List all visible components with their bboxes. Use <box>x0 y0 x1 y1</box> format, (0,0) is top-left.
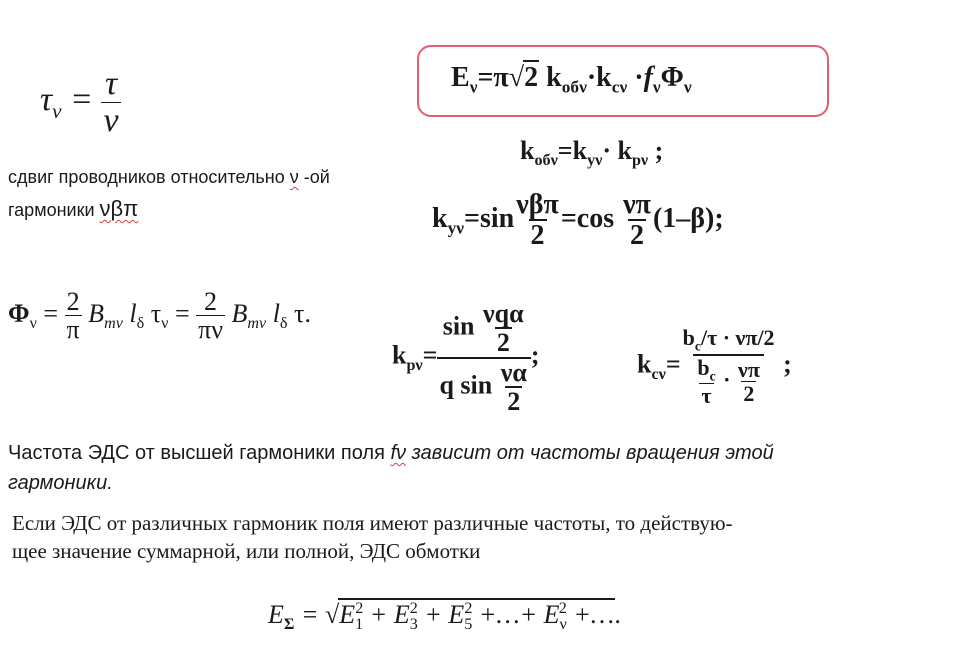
formula-emf: $E_\nu=\pi√2$ $k_{об\nu}\cdot k_{c\nu} \cdot f_\nu\Phi_\nu$ <box>451 62 692 97</box>
book-text-line1: Если ЭДС от различных гармоник поля имеют различные частоты, то действую- <box>12 511 733 535</box>
formula-k-winding: $k_{об\nu}=k_{y\nu}\cdot k_{p\nu}$ ; <box>520 136 664 170</box>
frequency-note-line1: Частота ЭДС от высшей гармоники поля fν зависит от частоты вращения этой <box>8 442 774 464</box>
frequency-note-line2: гармоники. <box>8 472 113 494</box>
shift-note-line2: гармоники νβπ <box>8 196 139 221</box>
formula-tau-nu: $\tau_\nu$ = $\frac{\tau}{\nu}$ <box>40 65 119 139</box>
formula-flux: $\Phi_\nu$ = $\frac{2}{\pi}$ $B_{m\nu}$ $l_\delta$ $\tau_\nu$ = $\frac{2}{\pi\nu}$ $B_{m\nu}$ $l_\delta$ τ. <box>8 287 311 345</box>
book-text-line2: щее значение суммарной, или полной, ЭДС обмотки <box>12 539 481 563</box>
shift-note-line1: сдвиг проводников относительно ν -ой <box>8 167 330 187</box>
formula-k-pitch: $k_{y\nu}=\sin$ $\frac{\text{νβπ}}{2}$ =cos $\frac{\nu\pi}{2}$ (1–β); <box>432 189 724 252</box>
formula-k-distribution: $k_{p\nu}=$ sin $\frac{\text{νqα}}{2}$ q sin $\frac{\nu\alpha}{2}$ ; <box>392 299 540 416</box>
formula-k-skew: $k_{c\nu}=$ $b_c/\tau \cdot \nu\pi/2$ $\frac{b_c}{\tau}$ · $\frac{\nu\pi}{2}$ ; <box>637 325 792 409</box>
formula-total-emf: $E_\Sigma = √E_1^2 + E_3^2 + E_5^2$ +…+ $E_\nu^2$ +…. <box>268 600 622 634</box>
